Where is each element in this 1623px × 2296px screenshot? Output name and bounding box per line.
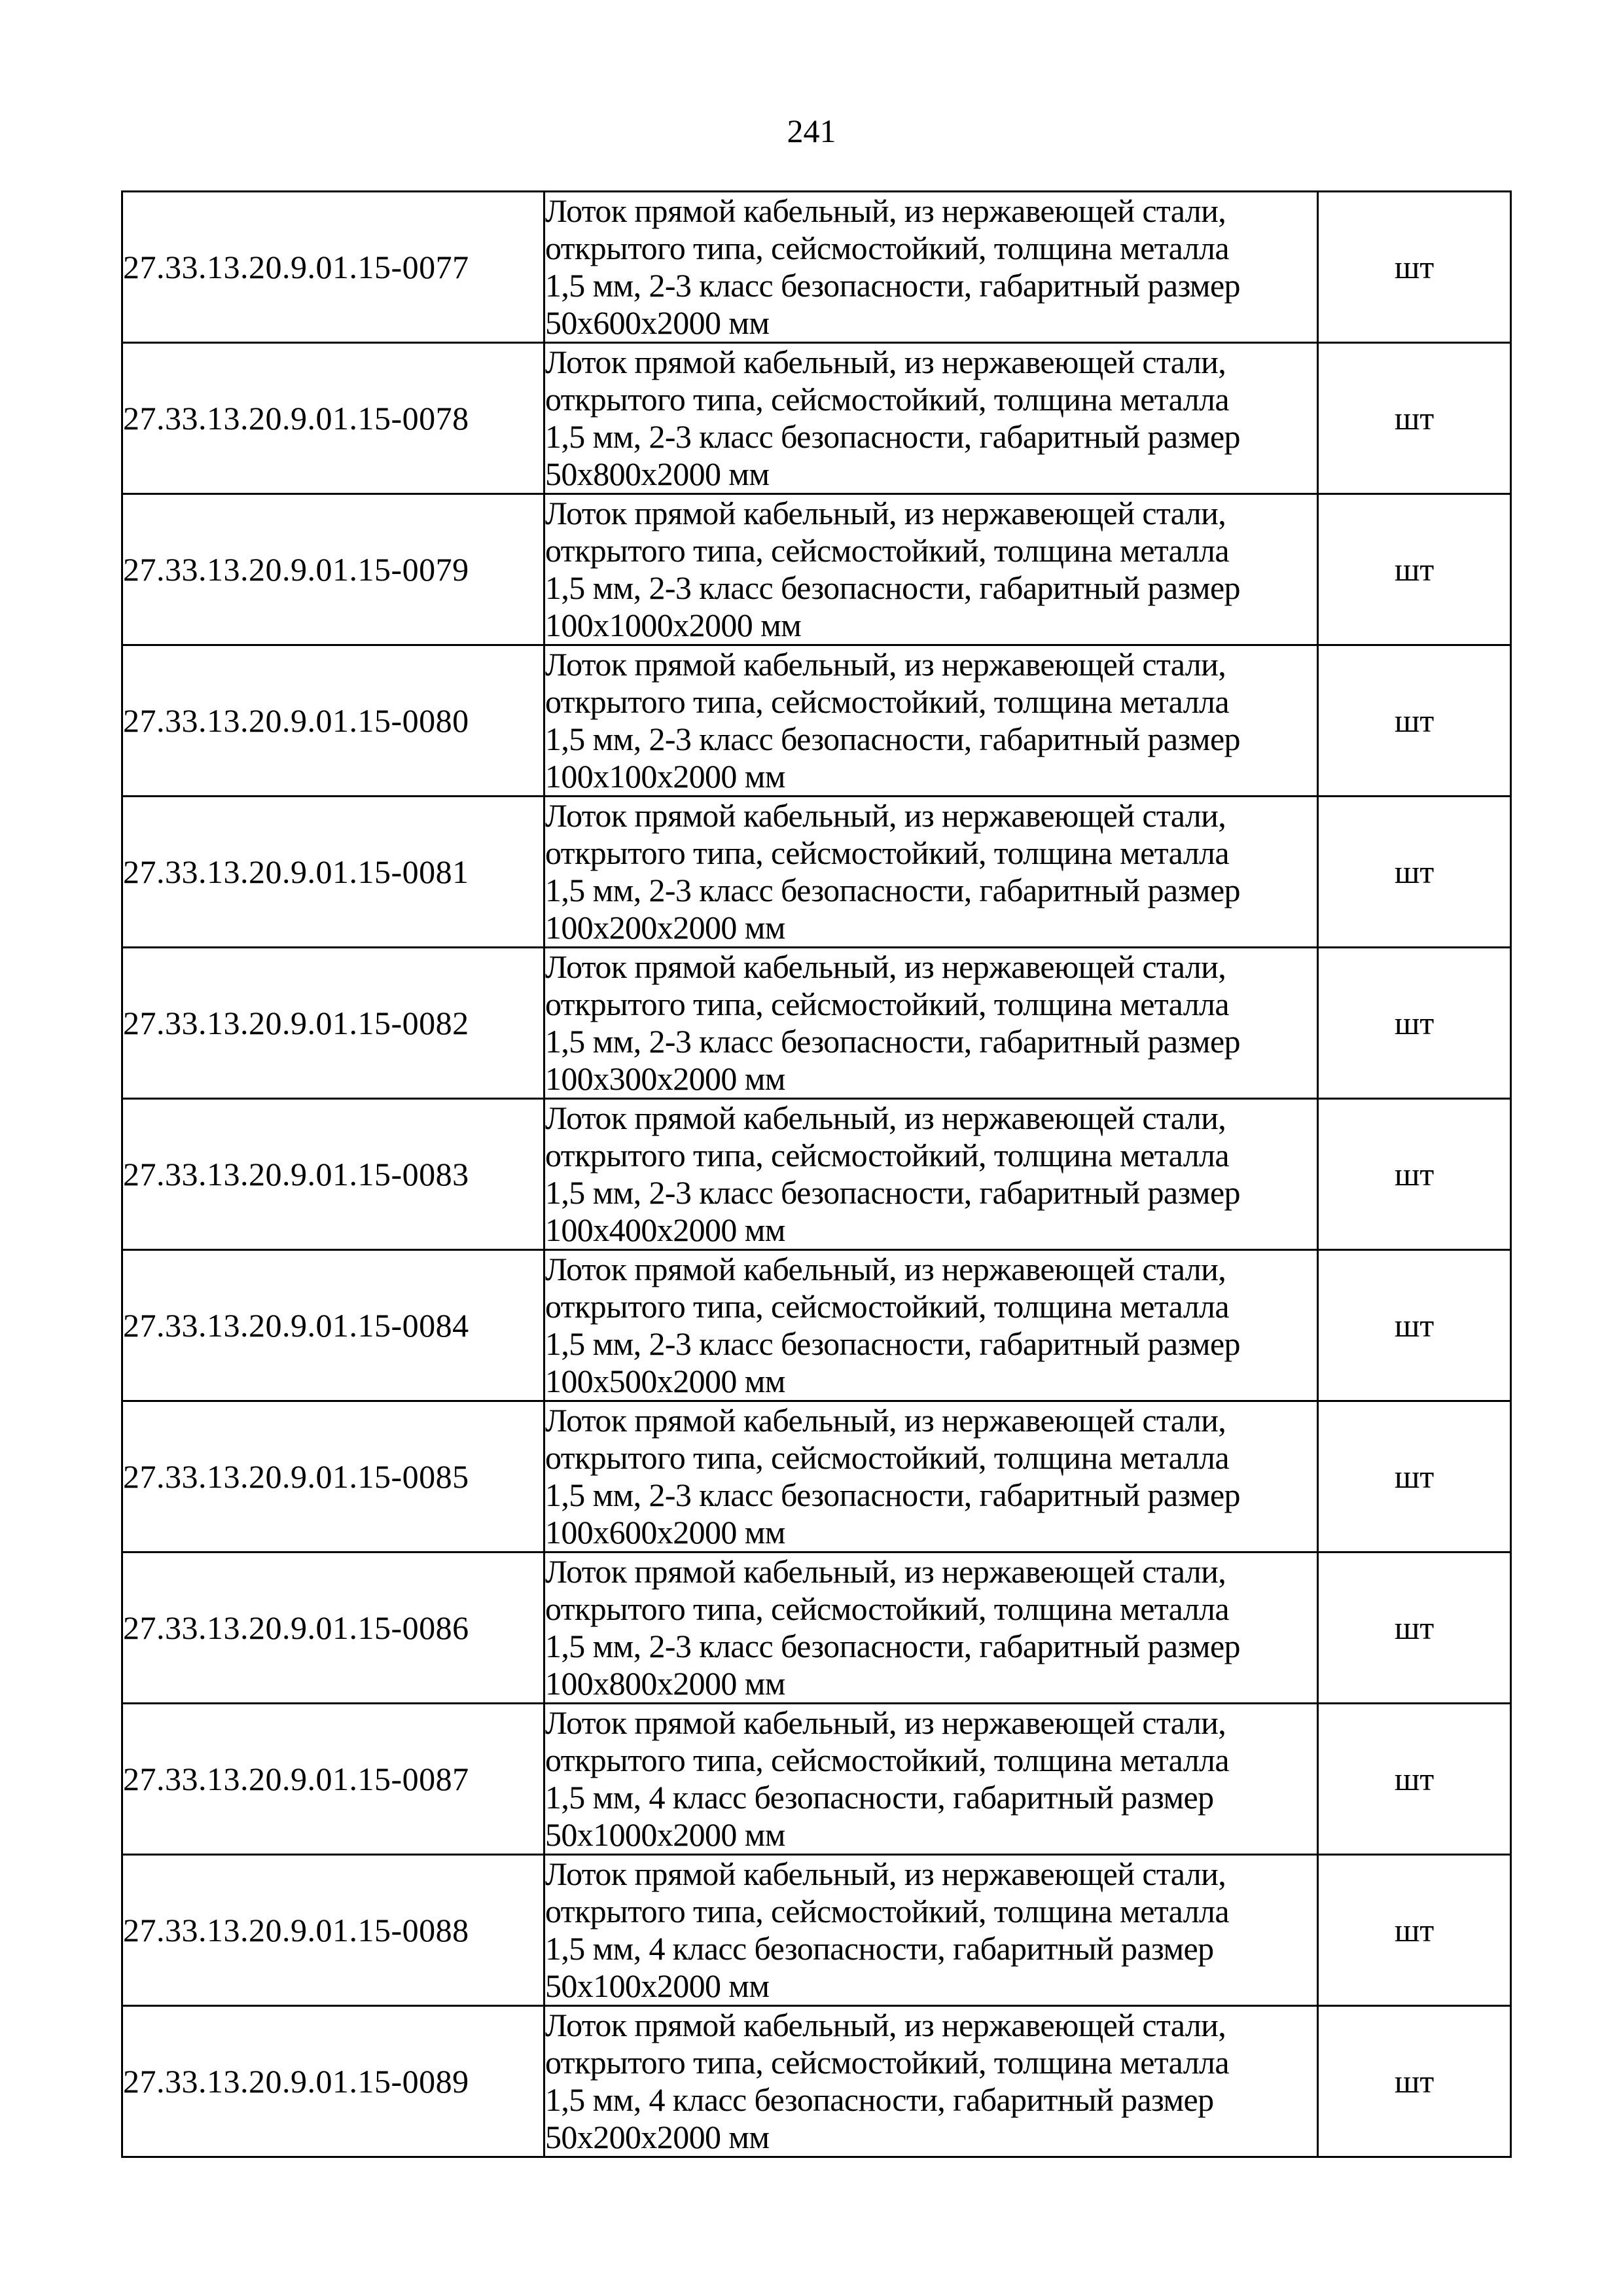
description-line: 1,5 мм, 2-3 класс безопасности, габаритный размер bbox=[545, 1628, 1240, 1664]
description-line: Лоток прямой кабельный, из нержавеющей стали, bbox=[545, 2007, 1226, 2043]
item-unit-cell: шт bbox=[1318, 1552, 1511, 1704]
description-line: 1,5 мм, 2-3 класс безопасности, габаритный размер bbox=[545, 1023, 1240, 1060]
description-line: Лоток прямой кабельный, из нержавеющей стали, bbox=[545, 1402, 1226, 1439]
description-line: 100х300х2000 мм bbox=[545, 1060, 785, 1097]
description-line: 1,5 мм, 2-3 класс безопасности, габаритный размер bbox=[545, 1477, 1240, 1513]
description-line: 1,5 мм, 4 класс безопасности, габаритный размер bbox=[545, 2081, 1214, 2118]
item-code-cell: 27.33.13.20.9.01.15-0083 bbox=[122, 1099, 544, 1250]
item-unit-cell: шт bbox=[1318, 645, 1511, 797]
table-row bbox=[122, 343, 1511, 494]
item-code-cell: 27.33.13.20.9.01.15-0078 bbox=[122, 343, 544, 494]
table-row bbox=[122, 1250, 1511, 1401]
description-line: открытого типа, сейсмостойкий, толщина металла bbox=[545, 986, 1229, 1022]
description-line: 1,5 мм, 2-3 класс безопасности, габаритный размер bbox=[545, 721, 1240, 757]
description-line: Лоток прямой кабельный, из нержавеющей стали, bbox=[545, 1856, 1226, 1892]
description-line: 50х800х2000 мм bbox=[545, 456, 770, 492]
item-unit-cell: шт bbox=[1318, 494, 1511, 645]
description-line: открытого типа, сейсмостойкий, толщина металла bbox=[545, 1137, 1229, 1174]
description-line: 1,5 мм, 2-3 класс безопасности, габаритный размер bbox=[545, 1325, 1240, 1362]
description-line: Лоток прямой кабельный, из нержавеющей стали, bbox=[545, 1704, 1226, 1741]
description-line: Лоток прямой кабельный, из нержавеющей стали, bbox=[545, 344, 1226, 380]
table-row bbox=[122, 645, 1511, 797]
table-row bbox=[122, 192, 1511, 343]
table-row bbox=[122, 948, 1511, 1099]
description-line: Лоток прямой кабельный, из нержавеющей стали, bbox=[545, 495, 1226, 531]
item-description-cell bbox=[544, 948, 1318, 1099]
item-code-cell: 27.33.13.20.9.01.15-0088 bbox=[122, 1855, 544, 2006]
catalog-table bbox=[121, 190, 1512, 2158]
item-unit-cell: шт bbox=[1318, 2006, 1511, 2157]
description-line: 100х600х2000 мм bbox=[545, 1514, 785, 1551]
item-unit-cell: шт bbox=[1318, 948, 1511, 1099]
description-line: 50х1000х2000 мм bbox=[545, 1816, 785, 1853]
description-line: открытого типа, сейсмостойкий, толщина металла bbox=[545, 1288, 1229, 1325]
description-line: Лоток прямой кабельный, из нержавеющей стали, bbox=[545, 1100, 1226, 1136]
item-unit-cell: шт bbox=[1318, 1099, 1511, 1250]
description-line: Лоток прямой кабельный, из нержавеющей стали, bbox=[545, 948, 1226, 985]
item-code-cell: 27.33.13.20.9.01.15-0085 bbox=[122, 1401, 544, 1552]
table-row bbox=[122, 1099, 1511, 1250]
description-line: 1,5 мм, 4 класс безопасности, габаритный размер bbox=[545, 1779, 1214, 1816]
description-line: открытого типа, сейсмостойкий, толщина металла bbox=[545, 1893, 1229, 1929]
description-line: Лоток прямой кабельный, из нержавеющей стали, bbox=[545, 192, 1226, 229]
description-line: 1,5 мм, 2-3 класс безопасности, габаритный размер bbox=[545, 1174, 1240, 1211]
item-unit-cell: шт bbox=[1318, 1250, 1511, 1401]
table-row bbox=[122, 1855, 1511, 2006]
description-line: 50х200х2000 мм bbox=[545, 2119, 770, 2155]
description-line: открытого типа, сейсмостойкий, толщина металла bbox=[545, 230, 1229, 266]
description-line: 100х200х2000 мм bbox=[545, 909, 785, 946]
description-line: Лоток прямой кабельный, из нержавеющей стали, bbox=[545, 1553, 1226, 1590]
item-description-cell bbox=[544, 1099, 1318, 1250]
item-unit-cell: шт bbox=[1318, 797, 1511, 948]
description-line: открытого типа, сейсмостойкий, толщина металла bbox=[545, 2044, 1229, 2081]
description-line: 50х100х2000 мм bbox=[545, 1967, 770, 2004]
item-code-cell: 27.33.13.20.9.01.15-0086 bbox=[122, 1552, 544, 1704]
description-line: 1,5 мм, 2-3 класс безопасности, габаритный размер bbox=[545, 872, 1240, 908]
description-line: Лоток прямой кабельный, из нержавеющей стали, bbox=[545, 646, 1226, 683]
item-unit-cell: шт bbox=[1318, 192, 1511, 343]
description-line: открытого типа, сейсмостойкий, толщина металла bbox=[545, 532, 1229, 569]
description-line: 100х400х2000 мм bbox=[545, 1211, 785, 1248]
item-unit-cell: шт bbox=[1318, 1704, 1511, 1855]
description-line: 1,5 мм, 2-3 класс безопасности, габаритный размер bbox=[545, 418, 1240, 455]
page-number: 241 bbox=[787, 113, 836, 149]
item-description-cell bbox=[544, 1704, 1318, 1855]
table-row bbox=[122, 1552, 1511, 1704]
description-line: 100х1000х2000 мм bbox=[545, 607, 802, 643]
item-code-cell: 27.33.13.20.9.01.15-0079 bbox=[122, 494, 544, 645]
item-description-cell bbox=[544, 1552, 1318, 1704]
table-row bbox=[122, 1401, 1511, 1552]
description-line: 1,5 мм, 4 класс безопасности, габаритный размер bbox=[545, 1930, 1214, 1967]
description-line: Лоток прямой кабельный, из нержавеющей стали, bbox=[545, 1251, 1226, 1287]
item-code-cell: 27.33.13.20.9.01.15-0089 bbox=[122, 2006, 544, 2157]
item-code-cell: 27.33.13.20.9.01.15-0084 bbox=[122, 1250, 544, 1401]
item-description-cell bbox=[544, 2006, 1318, 2157]
item-description-cell bbox=[544, 1855, 1318, 2006]
description-line: открытого типа, сейсмостойкий, толщина металла bbox=[545, 1439, 1229, 1476]
description-line: открытого типа, сейсмостойкий, толщина металла bbox=[545, 1590, 1229, 1627]
description-line: 1,5 мм, 2-3 класс безопасности, габаритный размер bbox=[545, 569, 1240, 606]
item-unit-cell: шт bbox=[1318, 343, 1511, 494]
item-code-cell: 27.33.13.20.9.01.15-0082 bbox=[122, 948, 544, 1099]
item-description-cell bbox=[544, 645, 1318, 797]
item-description-cell bbox=[544, 494, 1318, 645]
item-code-cell: 27.33.13.20.9.01.15-0080 bbox=[122, 645, 544, 797]
item-unit-cell: шт bbox=[1318, 1401, 1511, 1552]
item-code-cell: 27.33.13.20.9.01.15-0087 bbox=[122, 1704, 544, 1855]
item-description-cell bbox=[544, 1401, 1318, 1552]
item-description-cell bbox=[544, 192, 1318, 343]
description-line: открытого типа, сейсмостойкий, толщина металла bbox=[545, 381, 1229, 418]
catalog-table-body bbox=[122, 192, 1511, 2157]
item-code-cell: 27.33.13.20.9.01.15-0077 bbox=[122, 192, 544, 343]
description-line: Лоток прямой кабельный, из нержавеющей стали, bbox=[545, 797, 1226, 834]
item-code-cell: 27.33.13.20.9.01.15-0081 bbox=[122, 797, 544, 948]
description-line: 100х100х2000 мм bbox=[545, 758, 785, 795]
description-line: 1,5 мм, 2-3 класс безопасности, габаритный размер bbox=[545, 267, 1240, 304]
description-line: 100х500х2000 мм bbox=[545, 1363, 785, 1399]
description-line: 50х600х2000 мм bbox=[545, 304, 770, 341]
item-description-cell bbox=[544, 343, 1318, 494]
description-line: открытого типа, сейсмостойкий, толщина металла bbox=[545, 683, 1229, 720]
item-unit-cell: шт bbox=[1318, 1855, 1511, 2006]
table-row bbox=[122, 2006, 1511, 2157]
item-description-cell bbox=[544, 797, 1318, 948]
table-row bbox=[122, 797, 1511, 948]
table-row bbox=[122, 494, 1511, 645]
description-line: открытого типа, сейсмостойкий, толщина металла bbox=[545, 1742, 1229, 1778]
description-line: открытого типа, сейсмостойкий, толщина металла bbox=[545, 834, 1229, 871]
item-description-cell bbox=[544, 1250, 1318, 1401]
description-line: 100х800х2000 мм bbox=[545, 1665, 785, 1702]
table-row bbox=[122, 1704, 1511, 1855]
